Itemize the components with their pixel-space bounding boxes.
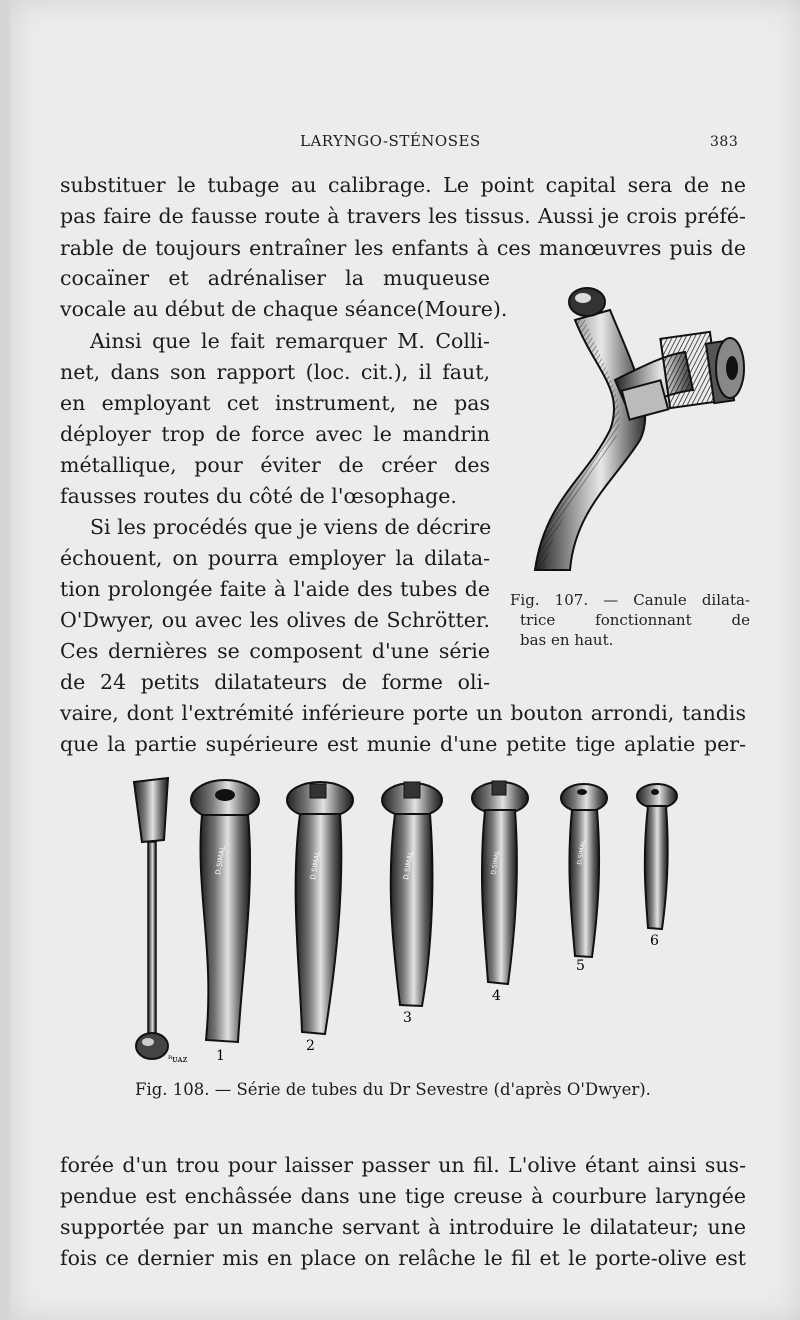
text-line: Ces dernières se composent d'une série bbox=[60, 639, 490, 663]
tube-number-2: 2 bbox=[306, 1038, 315, 1054]
text-line: O'Dwyer, ou avec les olives de Schrötter. bbox=[60, 608, 490, 632]
engraver-mark: D.SIMAL bbox=[576, 839, 588, 866]
text-line: forée d'un trou pour laisser passer un fil. L'olive étant ainsi sus- bbox=[60, 1153, 746, 1177]
text-line: supportée par un manche servant à introduire le dilatateur; une bbox=[60, 1215, 746, 1239]
tube-number-3: 3 bbox=[403, 1010, 412, 1026]
tube-3 bbox=[287, 782, 353, 1034]
text-line: vaire, dont l'extrémité inférieure porte un bouton arrondi, tandis bbox=[60, 701, 746, 725]
text-line: vocale au début de chaque séance(Moure). bbox=[60, 297, 508, 321]
text-line: net, dans son rapport (loc. cit.), il faut, bbox=[60, 360, 490, 384]
tube-number-5: 5 bbox=[576, 958, 585, 974]
engraver-mark: D.SIMAL bbox=[402, 850, 415, 881]
page-number: 383 bbox=[710, 134, 739, 150]
engraver-mark: D. SIMAL bbox=[538, 489, 555, 531]
figure-107-cannula-illustration bbox=[515, 280, 750, 580]
text-line: échouent, on pourra employer la dilata- bbox=[60, 546, 490, 570]
book-page bbox=[10, 0, 800, 1320]
text-line: fausses routes du côté de l'œsophage. bbox=[60, 484, 457, 508]
text-line: en employant cet instrument, ne pas bbox=[60, 391, 490, 415]
introducer-rod bbox=[134, 778, 168, 1059]
text-line: déployer trop de force avec le mandrin bbox=[60, 422, 490, 446]
text-line: rable de toujours entraîner les enfants à ces manœuvres puis de bbox=[60, 236, 746, 260]
caption-line: Fig. 107. — Canule dilata- bbox=[510, 591, 750, 609]
text-line: métallique, pour éviter de créer des bbox=[60, 453, 490, 477]
text-line: pas faire de fausse route à travers les tissus. Aussi je crois préfé- bbox=[60, 204, 746, 228]
caption-line: trice fonctionnant de bbox=[520, 611, 750, 629]
figure-107-caption bbox=[510, 590, 750, 650]
tube-number-1: 1 bbox=[216, 1048, 225, 1064]
engraver-mark: D.SIMAL bbox=[490, 849, 502, 876]
text-line: substituer le tubage au calibrage. Le point capital sera de ne bbox=[60, 173, 746, 197]
tube-smallest bbox=[637, 784, 677, 929]
text-line: Si les procédés que je viens de décrire bbox=[90, 515, 492, 539]
page-header bbox=[10, 132, 800, 156]
text-line: fois ce dernier mis en place on relâche le fil et le porte-olive est bbox=[60, 1246, 746, 1270]
figure-108-caption: Fig. 108. — Série de tubes du Dr Sevestre (d'après O'Dwyer). bbox=[135, 1080, 651, 1099]
tube-4 bbox=[382, 782, 442, 1006]
figure-108-tubes-illustration bbox=[120, 770, 680, 1070]
text-line: tion prolongée faite à l'aide des tubes de bbox=[60, 577, 490, 601]
text-line: de 24 petits dilatateurs de forme oli- bbox=[60, 670, 490, 694]
engraver-signature: ᴿᴜᴀᴢ bbox=[168, 1055, 188, 1065]
tube-6 bbox=[561, 784, 607, 957]
text-line: pendue est enchâssée dans une tige creuse à courbure laryngée bbox=[60, 1184, 746, 1208]
tube-5 bbox=[472, 781, 528, 984]
text-line: Ainsi que le fait remarquer M. Colli- bbox=[90, 329, 490, 353]
tube-number-4: 4 bbox=[492, 988, 501, 1004]
tube-2 bbox=[191, 780, 259, 1042]
engraver-mark: D.SIMAL bbox=[309, 850, 322, 881]
running-title: LARYNGO-STÉNOSES bbox=[300, 132, 481, 150]
text-line: que la partie supérieure est munie d'une petite tige aplatie per- bbox=[60, 732, 746, 756]
engraver-mark: D.SIMAL bbox=[214, 845, 227, 876]
tube-number-6: 6 bbox=[650, 933, 659, 949]
caption-line: bas en haut. bbox=[520, 631, 614, 649]
text-line: cocaïner et adrénaliser la muqueuse bbox=[60, 266, 490, 290]
